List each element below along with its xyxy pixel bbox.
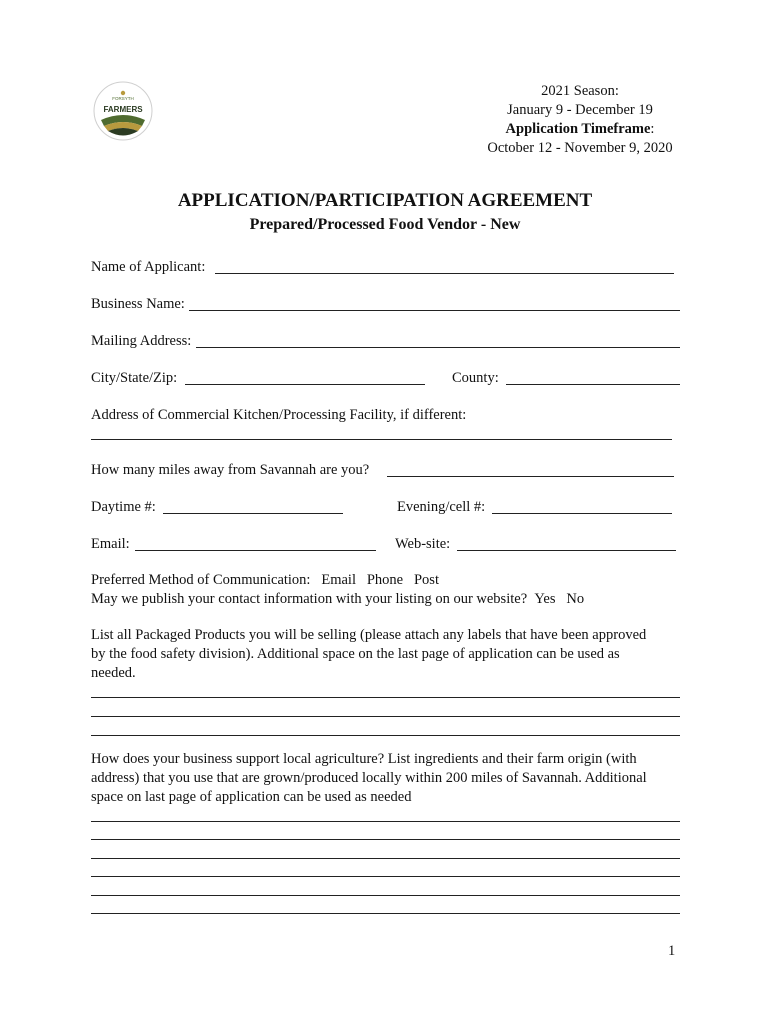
products-question-line: List all Packaged Products you will be selling (please attach any labels that have been approved bbox=[91, 627, 647, 643]
business-name-field[interactable] bbox=[189, 310, 680, 311]
agriculture-answer-line[interactable] bbox=[91, 913, 680, 914]
mailing-address-field[interactable] bbox=[196, 347, 680, 348]
publish-no-option[interactable]: No bbox=[566, 591, 585, 607]
kitchen-address-label: Address of Commercial Kitchen/Processing Facility, if different: bbox=[91, 407, 467, 423]
agriculture-question-line: How does your business support local agriculture? List ingredients and their farm origin (with bbox=[91, 751, 637, 767]
timeframe-dates: October 12 - November 9, 2020 bbox=[487, 140, 673, 156]
publish-row bbox=[91, 590, 584, 608]
agriculture-answer-line[interactable] bbox=[91, 895, 680, 896]
products-question-line: needed. bbox=[91, 665, 136, 681]
products-question bbox=[91, 626, 681, 683]
logo-top-text: FORSYTH bbox=[112, 96, 134, 101]
agriculture-question-line: address) that you use that are grown/produced locally within 200 miles of Savannah. Additional bbox=[91, 770, 647, 786]
agriculture-question-line: space on last page of application can be used as needed bbox=[91, 789, 412, 805]
miles-field[interactable] bbox=[387, 476, 674, 477]
communication-label: Preferred Method of Communication: bbox=[91, 572, 311, 588]
agriculture-answer-line[interactable] bbox=[91, 821, 680, 822]
logo-bottom-text: MARKET bbox=[115, 115, 131, 119]
city-state-zip-label: City/State/Zip: bbox=[91, 370, 178, 386]
website-field[interactable] bbox=[457, 550, 676, 551]
option-email[interactable]: Email bbox=[321, 572, 356, 588]
evening-phone-label: Evening/cell #: bbox=[397, 499, 486, 515]
season-info bbox=[470, 82, 690, 158]
timeframe-colon: : bbox=[650, 121, 655, 137]
page-subtitle: Prepared/Processed Food Vendor - New bbox=[249, 216, 521, 233]
products-answer-line[interactable] bbox=[91, 697, 680, 698]
season-dates: January 9 - December 19 bbox=[507, 102, 653, 118]
page-title: APPLICATION/PARTICIPATION AGREEMENT bbox=[177, 190, 593, 211]
timeframe-label: Application Timeframe bbox=[505, 121, 651, 137]
farmers-market-logo bbox=[92, 80, 154, 142]
communication-row bbox=[91, 571, 439, 589]
agriculture-answer-line[interactable] bbox=[91, 839, 680, 840]
products-answer-line[interactable] bbox=[91, 716, 680, 717]
agriculture-answer-line[interactable] bbox=[91, 876, 680, 877]
email-field[interactable] bbox=[135, 550, 376, 551]
evening-phone-field[interactable] bbox=[492, 513, 672, 514]
products-answer-line[interactable] bbox=[91, 735, 680, 736]
business-name-label: Business Name: bbox=[91, 296, 185, 312]
agriculture-answer-line[interactable] bbox=[91, 858, 680, 859]
daytime-phone-label: Daytime #: bbox=[91, 499, 156, 515]
email-label: Email: bbox=[91, 536, 130, 552]
county-label: County: bbox=[452, 370, 499, 386]
option-post[interactable]: Post bbox=[413, 572, 439, 588]
publish-question: May we publish your contact information with your listing on our website? bbox=[91, 591, 528, 607]
products-question-line: by the food safety division). Additional space on the last page of application can be used as bbox=[91, 646, 620, 662]
city-state-zip-field[interactable] bbox=[185, 384, 425, 385]
website-label: Web-site: bbox=[395, 536, 451, 552]
mailing-address-label: Mailing Address: bbox=[91, 333, 192, 349]
agriculture-question bbox=[91, 750, 681, 807]
option-phone[interactable]: Phone bbox=[366, 572, 404, 588]
application-timeframe-heading bbox=[470, 120, 690, 139]
daytime-phone-field[interactable] bbox=[163, 513, 343, 514]
county-field[interactable] bbox=[506, 384, 680, 385]
page-number: 1 bbox=[668, 943, 676, 959]
miles-label: How many miles away from Savannah are you? bbox=[91, 462, 370, 478]
publish-yes-option[interactable]: Yes bbox=[534, 591, 556, 607]
name-field[interactable] bbox=[215, 273, 674, 274]
kitchen-address-field[interactable] bbox=[91, 439, 672, 440]
name-label: Name of Applicant: bbox=[91, 259, 206, 275]
logo-main-text: FARMERS bbox=[103, 105, 143, 114]
season-year: 2021 Season: bbox=[541, 83, 619, 99]
